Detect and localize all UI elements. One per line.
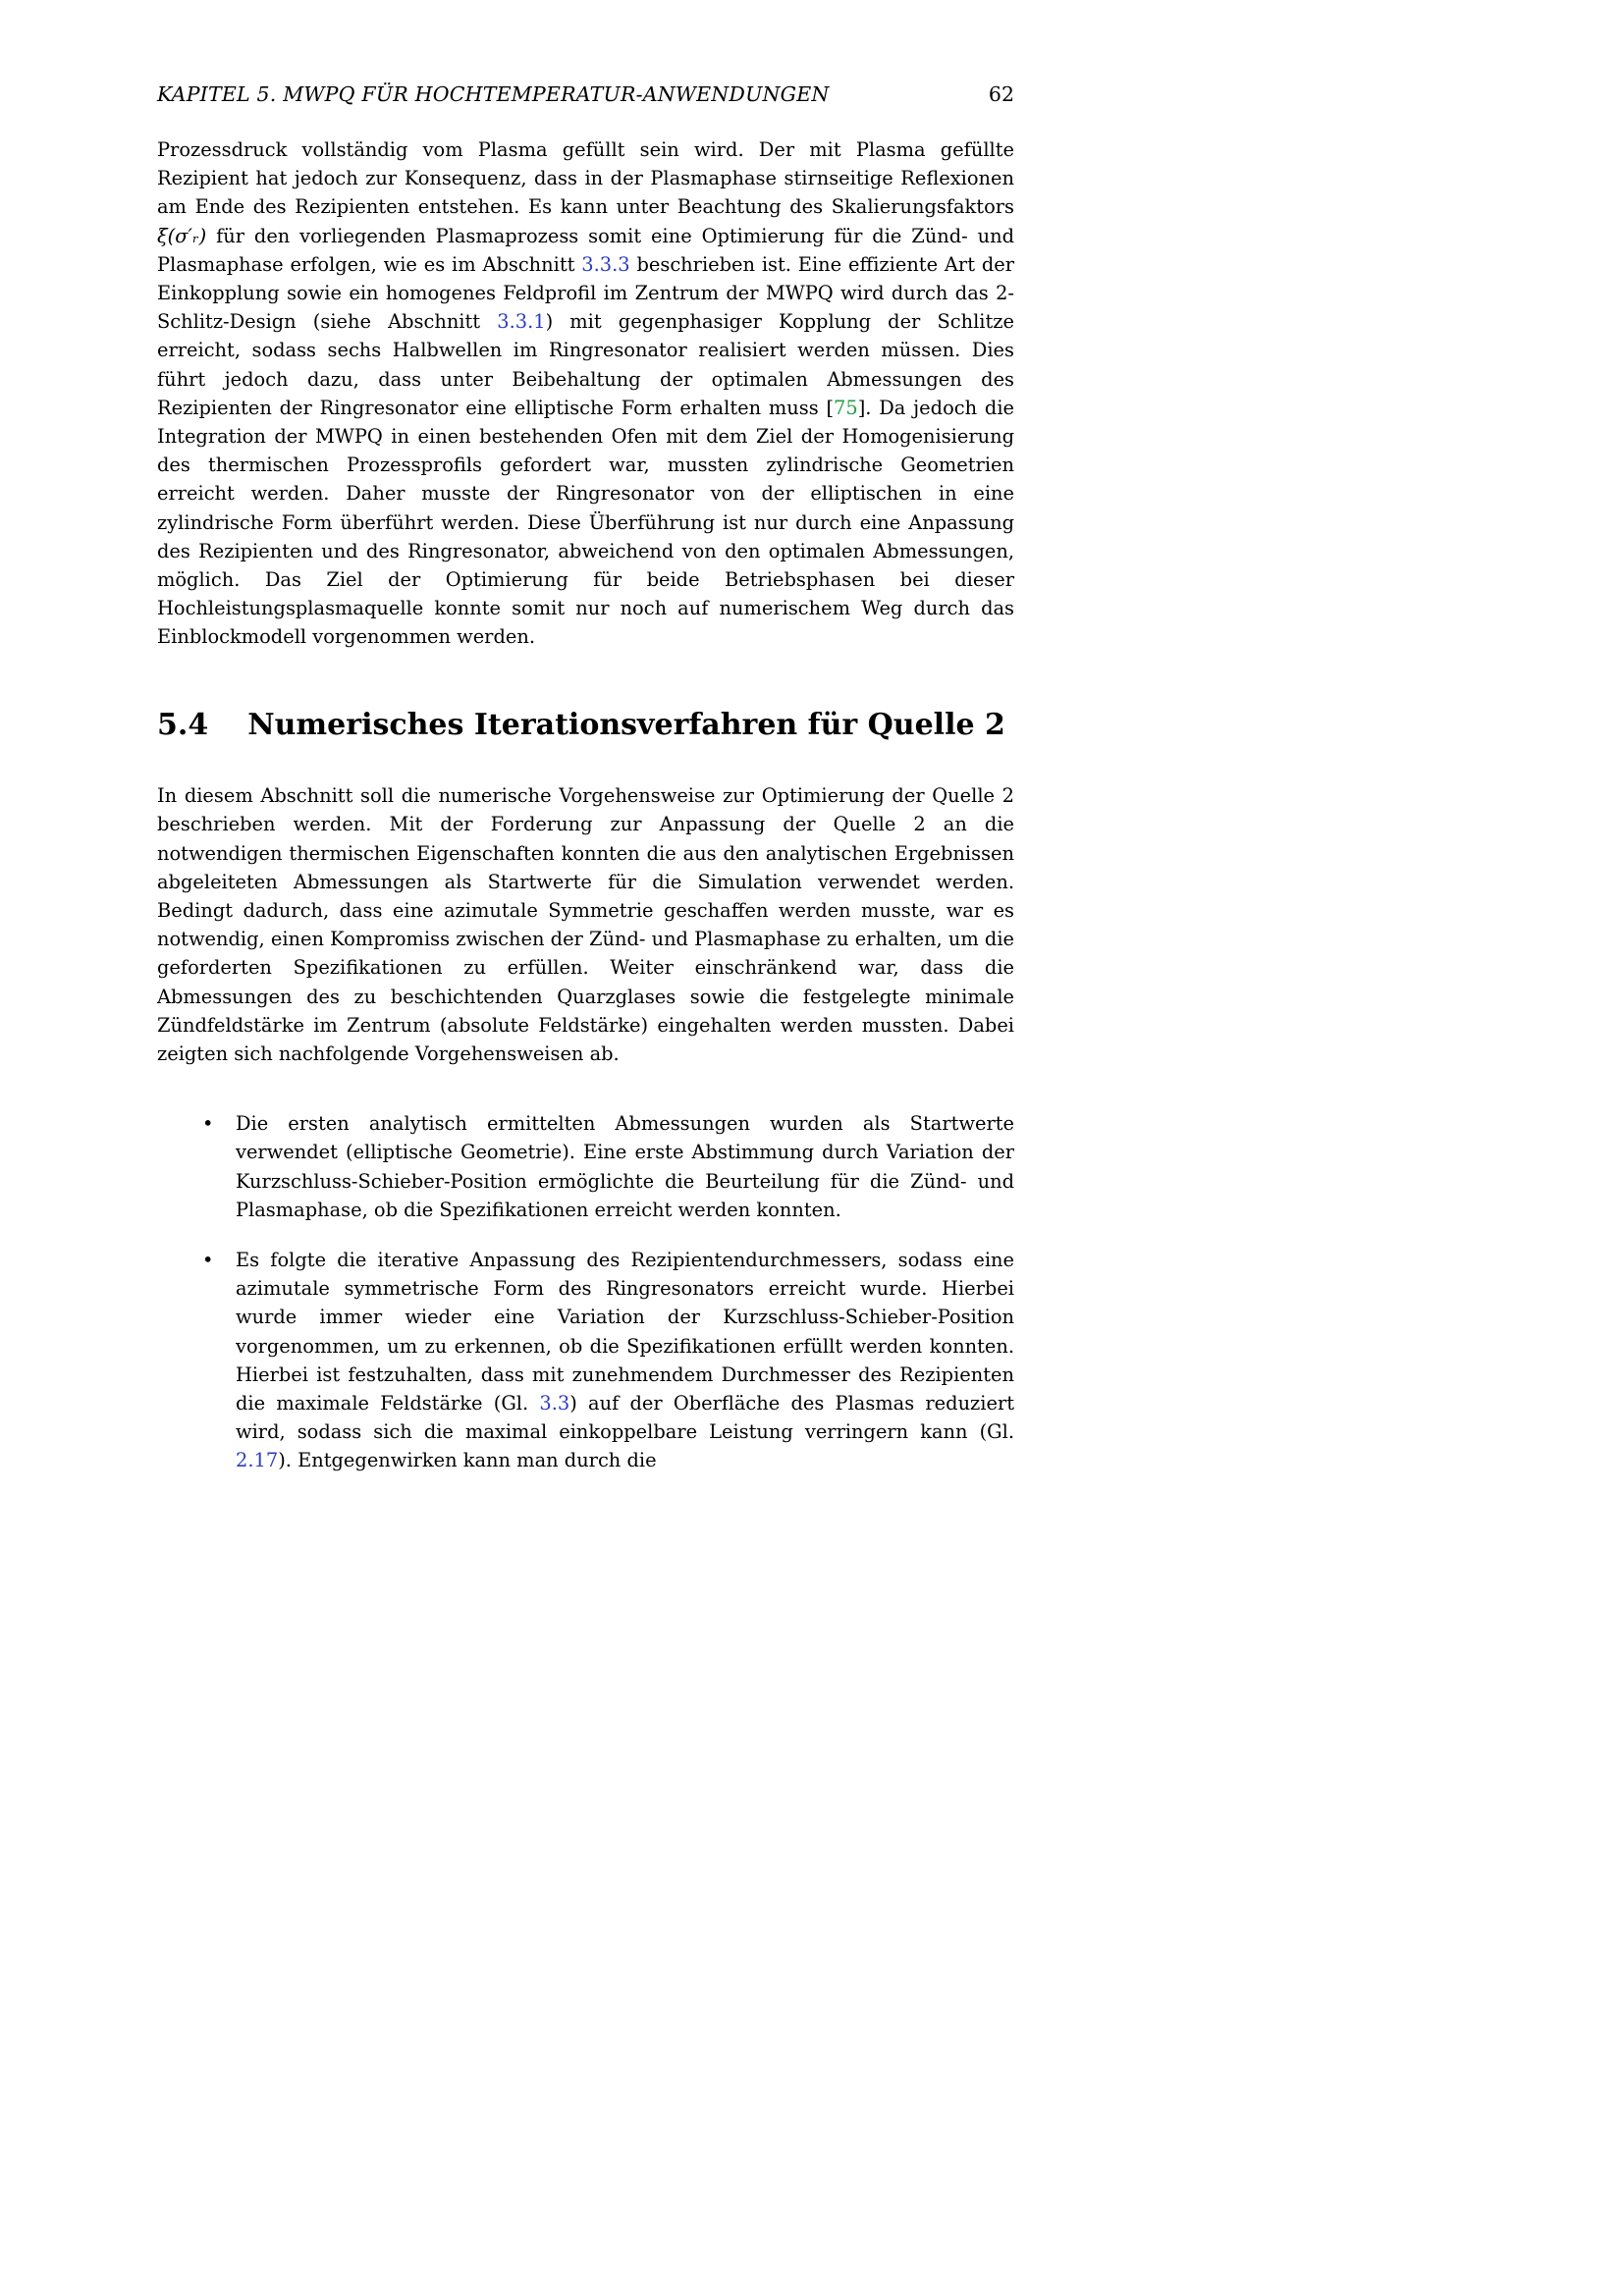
text-segment: Die ersten analytisch ermittelten Abmessungen wurden als Startwerte verwendet (elliptische Geometrie). Eine erste Abstimmung durch Variation der Kurzschluss-Schieber-Position ermöglichte die Beurteilung für die Zünd- und Plasmaphase, ob die Spezifikationen erreicht werden konnten. [236, 1112, 1014, 1221]
section-number: 5.4 [157, 707, 209, 742]
running-header [157, 82, 1014, 106]
section-title: Numerisches Iterationsverfahren für Quelle 2 [247, 707, 1005, 742]
text-segment: In diesem Abschnitt soll die numerische Vorgehensweise zur Optimierung der Quelle 2 beschrieben werden. Mit der Forderung zur Anpassung der Quelle 2 an die notwendigen thermischen Eigenschaften konnten die aus den analytischen Ergebnissen abgeleiteten Abmessungen als Startwerte für die Simulation verwendet werden. Bedingt dadurch, dass eine azimutale Symmetrie geschaffen werden musste, war es notwendig, einen Kompromiss zwischen der Zünd- und Plasmaphase zu erhalten, um die geforderten Spezifikationen zu erfüllen. Weiter einschränkend war, dass die Abmessungen des zu beschichtenden Quarzglases sowie die festgelegte minimale Zündfeldstärke im Zentrum (absolute Feldstärke) eingehalten werden mussten. Dabei zeigten sich nachfolgende Vorgehensweisen ab. [157, 784, 1014, 1065]
bullet-icon: • [202, 1249, 214, 1271]
bullet-item [202, 1246, 1014, 1475]
paragraph-intro [157, 135, 1014, 652]
text-segment: Es folgte die iterative Anpassung des Rezipientendurchmessers, sodass eine azimutale symmetrische Form des Ringresonators erreicht wurde. Hierbei wurde immer wieder eine Variation der Kurzschluss-Schieber-Position vorgenommen, um zu erkennen, ob die Spezifikationen erfüllt werden konnten. Hierbei ist festzuhalten, dass mit zunehmendem Durchmesser des Rezipienten die maximale Feldstärke (Gl. [236, 1249, 1014, 1415]
running-header-chapter-title: KAPITEL 5. MWPQ FÜR HOCHTEMPERATUR-ANWENDUNGEN [157, 82, 830, 106]
text-segment: ]. Da jedoch die Integration der MWPQ in einen bestehenden Ofen mit dem Ziel der Homogenisierung des thermischen Prozessprofils gefordert war, mussten zylindrische Geometrien erreicht werden. Daher musste der Ringresonator von der elliptischen in eine zylindrische Form überführt werden. Diese Überführung ist nur durch eine Anpassung des Rezipienten und des Ringresonator, abweichend von den optimalen Abmessungen, möglich. Das Ziel der Optimierung für beide Betriebsphasen bei dieser Hochleistungsplasmaquelle konnte somit nur noch auf numerischem Weg durch das Einblockmodell vorgenommen werden. [157, 396, 1014, 649]
text-segment: ). Entgegenwirken kann man durch die [278, 1449, 657, 1472]
bullet-item [202, 1109, 1014, 1224]
text-segment: Prozessdruck vollständig vom Plasma gefüllt sein wird. Der mit Plasma gefüllte Rezipient hat jedoch zur Konsequenz, dass in der Plasmaphase stirnseitige Reflexionen am Ende des Rezipienten entstehen. Es kann unter Beachtung des Skalierungsfaktors [157, 138, 1014, 219]
text-segment: für den vorliegenden Plasmaprozess somit eine Optimierung für die Zünd- und Plasmaphase erfolgen, wie es im Abschnitt [157, 224, 1014, 276]
section-heading [157, 709, 1014, 743]
section-ref-link[interactable]: 2.17 [236, 1449, 279, 1472]
paragraph-section-intro [157, 781, 1014, 1068]
text-segment: beschrieben ist. Eine effiziente Art der Einkopplung sowie ein homogenes Feldprofil im Zentrum der MWPQ wird durch das 2-Schlitz-Design (siehe Abschnitt [157, 252, 1014, 334]
text-block [157, 82, 1014, 1497]
bullet-icon: • [202, 1112, 214, 1136]
bullet-list [157, 1109, 1014, 1474]
section-ref-link[interactable]: 3.3 [539, 1392, 570, 1415]
section-ref-link[interactable]: 3.3.1 [497, 310, 546, 334]
citation-link[interactable]: 75 [834, 396, 858, 419]
text-segment: ) mit gegenphasiger Kopplung der Schlitze erreicht, sodass sechs Halbwellen im Ringresonator realisiert werden müssen. Dies führt jedoch dazu, dass unter Beibehaltung der optimalen Abmessungen des Rezipienten der Ringresonator eine elliptische Form erhalten muss [ [157, 310, 1014, 419]
page-number: 62 [988, 82, 1014, 106]
text-segment: ) auf der Oberfläche des Plasmas reduziert wird, sodass sich die maximal einkoppelbare Leistung verringern kann (Gl. [236, 1392, 1015, 1444]
bullet-text [236, 1249, 1014, 1471]
bullet-text [236, 1112, 1014, 1221]
section-ref-link[interactable]: 3.3.3 [581, 252, 630, 276]
math-inline: ξ(σ′ᵣ) [157, 224, 207, 247]
